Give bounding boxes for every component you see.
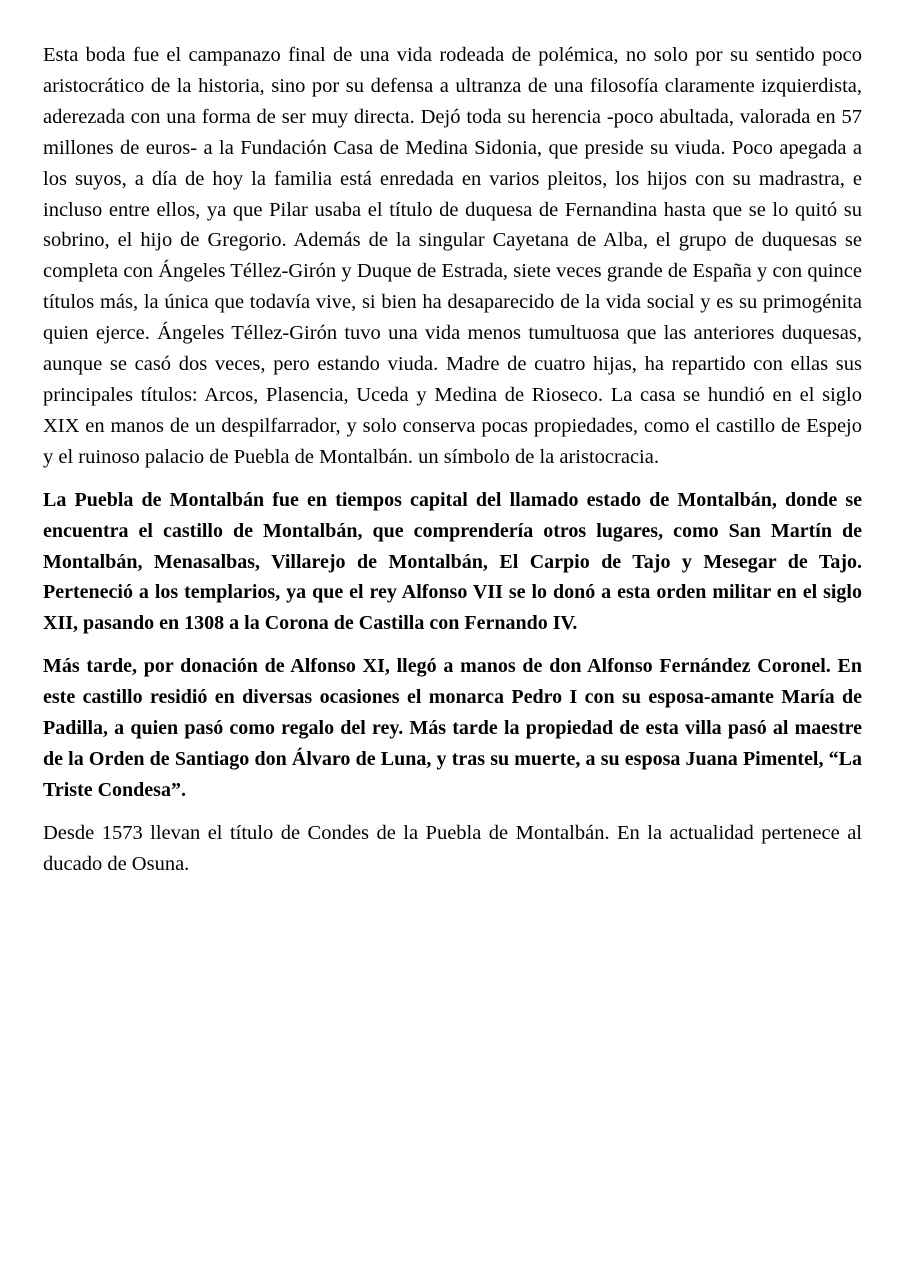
document-page: [43, 40, 862, 892]
paragraph-puebla-montalban: La Puebla de Montalbán fue en tiempos capital del llamado estado de Montalbán, donde se encuentra el castillo de Montalbán, que comprendería otros lugares, como San Martín de Montalbán, Menasalbas, Villarejo de Montalbán, El Carpio de Tajo y Mesegar de Tajo. Perteneció a los templarios, ya que el rey Alfonso VII se lo donó a esta orden militar en el siglo XII, pasando en 1308 a la Corona de Castilla con Fernando IV.: [43, 488, 862, 635]
paragraph-boda: Esta boda fue el campanazo final de una vida rodeada de polémica, no solo por su sentido poco aristocrático de la historia, sino por su defensa a ultranza de una filosofía claramente izquierdista, aderezada con una forma de ser muy directa. Dejó toda su herencia -poco abultada, valorada en 57 millones de euros- a la Fundación Casa de Medina Sidonia, que preside su viuda. Poco apegada a los suyos, a día de hoy la familia está enredada en varios pleitos, los hijos con su madrastra, e incluso entre ellos, ya que Pilar usaba el título de duquesa de Fernandina hasta que se lo quitó su sobrino, el hijo de Gregorio. Además de la singular Cayetana de Alba, el grupo de duquesas se completa con Ángeles Téllez-Girón y Duque de Estrada, siete veces grande de España y con quince títulos más, la única que todavía vive, si bien ha desaparecido de la vida social y es su primogénita quien ejerce. Ángeles Téllez-Girón tuvo una vida menos tumultuosa que las anteriores duquesas, aunque se casó dos veces, pero estando viuda. Madre de cuatro hijas, ha repartido con ellas sus principales títulos: Arcos, Plasencia, Uceda y Medina de Rioseco. La casa se hundió en el siglo XIX en manos de un despilfarrador, y solo conserva pocas propiedades, como el castillo de Espejo y el ruinoso palacio de Puebla de Montalbán. un símbolo de la aristocracia.: [43, 44, 862, 468]
paragraph-alfonso-xi: Más tarde, por donación de Alfonso XI, llegó a manos de don Alfonso Fernández Coronel. En este castillo residió en diversas ocasiones el monarca Pedro I con su esposa-amante María de Padilla, a quien pasó como regalo del rey. Más tarde la propiedad de esta villa pasó al maestre de la Orden de Santiago don Álvaro de Luna, y tras su muerte, a su esposa Juana Pimentel, “La Triste Condesa”.: [43, 655, 862, 801]
paragraph-condes: Desde 1573 llevan el título de Condes de la Puebla de Montalbán. En la actualidad pertenece al ducado de Osuna.: [43, 821, 862, 875]
